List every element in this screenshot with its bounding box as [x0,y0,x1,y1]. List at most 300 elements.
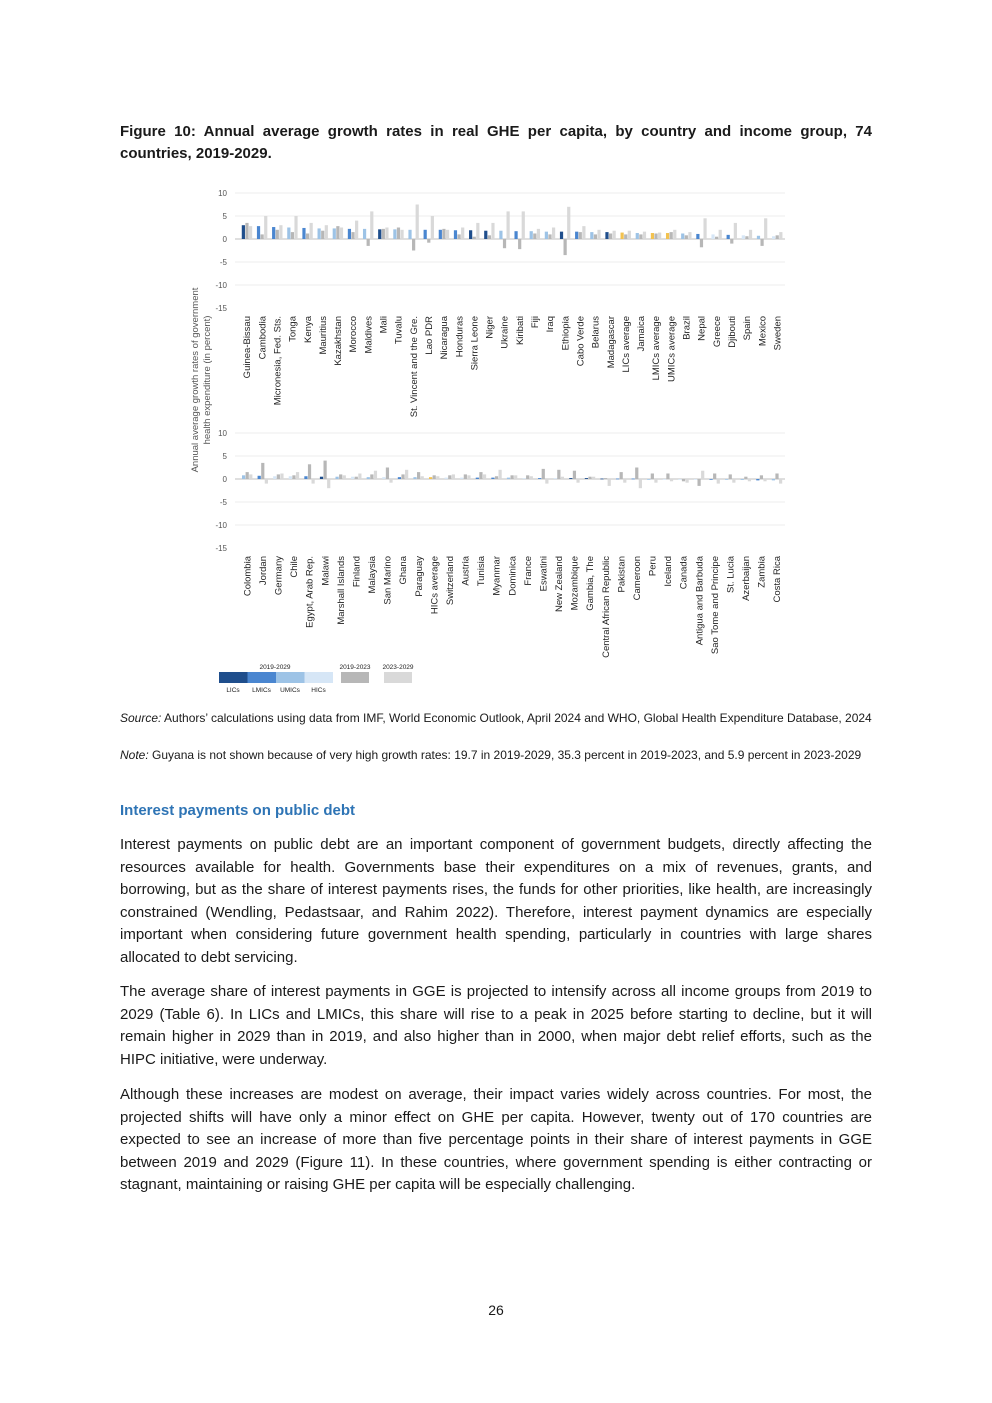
bar [734,223,737,239]
category-label: Malawi [320,556,332,586]
bar [339,474,342,479]
bar [304,476,307,479]
bar [561,477,564,479]
y-tick-label: -10 [215,281,227,290]
figure-title: Figure 10: Annual average growth rates in real GHE per capita, by country and income group, 74 countries, 2019-2029. [120,123,872,162]
y-tick-label: 0 [222,235,227,244]
legend-swatch [305,672,334,683]
figure-note [120,746,872,764]
y-tick-label: -5 [219,258,227,267]
bar [457,234,460,239]
category-label: Pakistan [616,556,628,593]
bar [476,478,479,479]
bar [678,479,681,480]
category-label: LICs average [620,316,632,373]
category-label: Brazil [681,316,693,340]
y-tick-label: -15 [215,304,227,313]
bar [745,236,748,239]
bar [367,477,370,479]
bar [289,476,292,479]
category-label: Nepal [696,316,708,341]
bar [257,226,260,239]
bar [272,227,275,239]
category-label: Dominica [507,556,519,596]
bar [389,479,392,483]
bar [242,475,245,479]
bar [628,231,631,239]
bar [518,239,521,249]
bar [700,239,703,247]
bar [421,476,424,479]
bar [624,234,627,239]
bar [749,230,752,239]
bar [436,476,439,479]
y-tick-label: -15 [215,544,227,553]
bar [756,479,759,480]
bar [473,237,476,239]
paragraph-2: The average share of interest payments in GGE is projected to intensify across all income groups from 2019 to 2029 (Table 6). In LICs and LMICs, this share will rise to a peak in 2025 before starting to decline, but it will remain higher in 2029 than in 2019, and also higher than in 2000, when major debt relief efforts, such as the HIPC initiative, were underway. [120,983,872,1068]
bar [499,470,502,479]
bar [378,229,381,239]
note-label: Note: [120,748,149,762]
bar [461,228,464,240]
category-label: Eswatini [538,556,550,592]
category-label: Belarus [590,316,602,349]
bar [277,474,280,479]
category-label: Paraguay [413,556,425,597]
bar [412,239,415,251]
bar [363,229,366,239]
category-label: Cameroon [631,556,643,601]
bar [616,479,619,480]
bar [351,232,354,239]
bar [654,233,657,239]
bar [264,216,267,239]
bar [592,477,595,479]
category-label: UMICs average [666,316,678,382]
bar [526,475,529,479]
category-label: San Marino [382,556,394,605]
category-label: Lao PDR [423,316,435,355]
bar [452,474,455,479]
category-label: Mauritius [317,316,329,355]
page-number: 26 [488,1302,504,1318]
y-axis-title: Annual average growth rates of government [190,287,201,473]
bar [732,479,735,483]
bar [340,228,343,240]
category-label: Mozambique [569,556,581,611]
bar [333,228,336,239]
legend-swatch [341,672,369,683]
bar [417,472,420,479]
category-label: Antigua and Barbuda [694,556,706,646]
category-label: Canada [678,556,690,590]
bar [258,476,261,479]
bar [594,234,597,239]
bar [245,223,248,239]
section-heading: Interest payments on public debt [120,802,356,819]
bar [265,479,268,484]
legend-swatch [248,672,277,683]
bar [741,479,744,480]
category-label: Micronesia, Fed. Sts. [272,316,284,406]
bar [730,239,733,244]
category-label: Iceland [663,556,675,587]
bar [336,226,339,239]
category-label: Central African Republic [600,556,612,658]
bar [719,230,722,239]
bar [763,479,766,481]
legend-swatch [276,672,305,683]
category-label: Maldives [363,316,375,354]
bar [686,479,689,483]
bar [545,232,548,239]
bar [408,230,411,239]
bar [292,475,295,479]
y-axis-title: health expenditure (in percent) [202,315,213,445]
bar [557,470,560,479]
bar [325,225,328,239]
bar [694,479,697,480]
bar [647,479,650,480]
category-label: Guinea-Bissau [242,316,254,379]
category-label: Mali [378,316,390,334]
category-label: Malaysia [367,556,379,594]
category-label: St. Vincent and the Gre. [408,316,420,418]
bar [249,226,252,239]
bar [542,469,545,479]
bar [742,235,745,239]
paragraph-1: Interest payments on public debt are an important component of government budgets, directly affecting the resources available for health. Governments base their expenditures on a mix of revenues, grants, and borrowing, but as the share of interest payments rises, the funds for other priorities, like health, are increasingly constrained (Wendling, Pedastsaar, and Rahim 2022). Therefore, interest payment dynamics are especially important when considering future government health spending, particularly in countries with large shares allocated to debt servicing. [120,836,872,966]
bar [464,474,467,479]
bar [327,479,330,488]
bar [491,478,494,479]
source-label: Source: [120,711,162,725]
bar [760,239,763,246]
category-label: Marshall Islands [335,556,347,625]
bar [760,475,763,479]
bar [748,479,751,481]
bar [503,239,506,248]
bar [469,230,472,239]
bar [499,231,502,239]
bar [433,475,436,479]
bar [605,232,608,239]
y-tick-label: 0 [222,475,227,484]
bar [729,474,732,479]
bar [287,228,290,240]
bar [533,233,536,239]
bar [479,472,482,479]
bar [670,232,673,239]
bar [639,479,642,488]
bar [600,479,603,480]
bar [511,475,514,479]
bar [696,234,699,239]
bar [522,211,525,239]
bar [514,231,517,239]
category-label: France [522,556,534,586]
bar [658,233,661,239]
category-label: Jamaica [636,316,648,352]
legend-group-label: 2019-2029 [259,664,291,671]
bar [273,476,276,479]
y-tick-label: 10 [218,429,227,438]
bar [576,479,579,483]
category-label: Zambia [756,556,768,588]
bar [355,221,358,239]
bar [779,232,782,239]
legend-swatch [384,672,412,683]
bar [635,468,638,480]
bar [772,479,775,480]
growth-rate-chart [180,180,800,698]
bar [439,230,442,239]
bar [495,476,498,479]
bar [335,477,338,479]
bar [717,479,720,484]
category-label: Egypt, Arab Rep. [304,556,316,628]
bar [666,473,669,479]
bar [701,471,704,479]
bar [249,474,252,479]
bar [522,478,525,479]
bar [670,479,673,481]
bar [318,228,321,239]
bar [385,228,388,240]
bar [703,218,706,239]
bar [367,239,370,246]
bar [537,229,540,239]
bar [261,234,264,239]
legend-entry-label: UMICs [280,687,300,694]
legend-entry-label: HICs [311,687,326,694]
category-label: Tuvalu [393,316,405,345]
bar [261,463,264,479]
category-label: Azerbaijan [741,556,753,601]
category-label: Gambia, The [585,556,597,611]
bar [654,479,657,483]
category-label: Niger [484,316,496,339]
bar [294,216,297,239]
bar [242,225,245,239]
bar [685,235,688,239]
bar [575,232,578,239]
bar [370,474,373,479]
bar [711,234,714,239]
bar [651,473,654,479]
category-label: New Zealand [554,556,566,612]
bar [623,479,626,483]
category-label: Fiji [530,316,542,329]
bar [713,473,716,479]
bar [348,229,351,239]
bar [582,226,585,239]
bar [351,477,354,479]
bar [609,233,612,239]
bar [324,461,327,479]
bar [488,235,491,239]
category-label: Sao Tome and Principe [709,556,721,655]
bar [413,477,416,479]
bar [321,231,324,239]
bar [405,470,408,479]
bar [666,233,669,239]
bar [279,225,282,239]
bar [454,230,457,239]
category-label: Germany [273,556,285,596]
source-text: Authors’ calculations using data from IMF, World Economic Outlook, April 2024 and WHO, Global Health Expenditure Database, 2024 [161,711,872,725]
bar [400,230,403,239]
category-label: Djibouti [726,316,738,348]
bar [621,233,624,239]
category-label: Ethiopia [560,316,572,351]
bar [564,239,567,255]
bar [579,232,582,239]
bar [588,477,591,479]
category-label: Myanmar [491,556,503,596]
bar [727,235,730,239]
bar [424,230,427,239]
bar [276,230,279,239]
bar [442,229,445,239]
bar [467,475,470,479]
category-label: HICs average [429,556,441,615]
bar [681,233,684,239]
category-label: Tunisia [476,556,488,587]
bar [310,223,313,239]
bar [358,473,361,479]
category-label: Nicaragua [439,316,451,360]
y-tick-label: 10 [218,189,227,198]
bar [386,468,389,480]
bar [370,211,373,239]
category-label: Sierra Leone [469,316,481,371]
category-label: Tonga [287,316,299,342]
bar [775,473,778,479]
bar [320,477,323,479]
legend-group-label: 2023-2029 [382,664,414,671]
paragraph-3: Although these increases are modest on average, their impact varies widely across countries. For most, the projected shifts will have only a minor effect on GHE per capita. However, twenty out of 170 countries are expected to see an increase of more than five percentage points in their share of interest payments in GGE between 2019 and 2029 (Figure 11). In these countries, where government spending is either contracting or stagnant, maintaining or raising GHE per capita will be especially challenging. [120,1086,872,1193]
bar [604,478,607,479]
category-label: Chile [289,556,301,578]
bar [688,232,691,239]
bar [673,230,676,239]
bar [431,216,434,239]
bar [590,232,593,239]
legend-group-label: 2019-2023 [339,664,371,671]
category-label: Jordan [257,556,269,586]
category-label: Madagascar [605,316,617,369]
bar [446,230,449,239]
category-label: Greece [711,316,723,348]
bar [507,211,510,239]
category-label: Finland [351,556,363,588]
bar [491,223,494,239]
bar [636,233,639,239]
bar [530,231,533,239]
category-label: Kenya [302,316,314,343]
bar [554,478,557,479]
category-label: Sweden [772,316,784,351]
bar [398,477,401,479]
bar [416,205,419,240]
category-label: LMICs average [651,315,663,381]
bar [382,477,385,479]
bar [382,229,385,239]
bar [682,479,685,481]
bar [308,464,311,479]
category-label: Peru [647,556,659,577]
bar [296,472,299,479]
bar [776,235,779,239]
y-tick-label: 5 [222,212,227,221]
bar [280,473,283,479]
bar [530,476,533,479]
bar [744,477,747,479]
bar [312,479,315,484]
bar [779,479,782,484]
bar [632,479,635,480]
bar [483,474,486,479]
bar [507,478,510,479]
bar [757,236,760,239]
bar [697,479,700,486]
bar [651,233,654,239]
bar [393,229,396,239]
category-label: Colombia [242,556,254,597]
bar [514,475,517,479]
category-label: Switzerland [444,556,456,606]
bar [548,234,551,239]
bar [639,234,642,239]
bar [552,228,555,240]
bar [573,471,576,479]
bar [401,474,404,479]
bar [560,232,563,239]
bar [343,475,346,479]
y-tick-label: -5 [219,498,227,507]
category-label: Iraq [545,316,557,333]
bar [772,236,775,239]
bar [476,223,479,239]
bar [538,478,541,479]
category-label: Cabo Verde [575,316,587,367]
bar [460,478,463,479]
bar [643,232,646,239]
bar [567,207,570,239]
bar [306,233,309,239]
category-label: Mexico [757,316,769,347]
bar [620,472,623,479]
bar [725,479,728,480]
bar [597,230,600,239]
bar [569,478,572,479]
bar [715,237,718,239]
category-label: Kazakhstan [333,316,345,366]
bar [663,479,666,480]
legend-swatch [219,672,248,683]
bar [613,231,616,239]
category-label: Ukraine [499,316,511,349]
bar [585,478,588,479]
y-tick-label: 5 [222,452,227,461]
category-label: St. Lucia [725,556,737,593]
bar [355,477,358,479]
y-tick-label: -10 [215,521,227,530]
bar [608,479,611,486]
legend-entry-label: LMICs [252,687,271,694]
